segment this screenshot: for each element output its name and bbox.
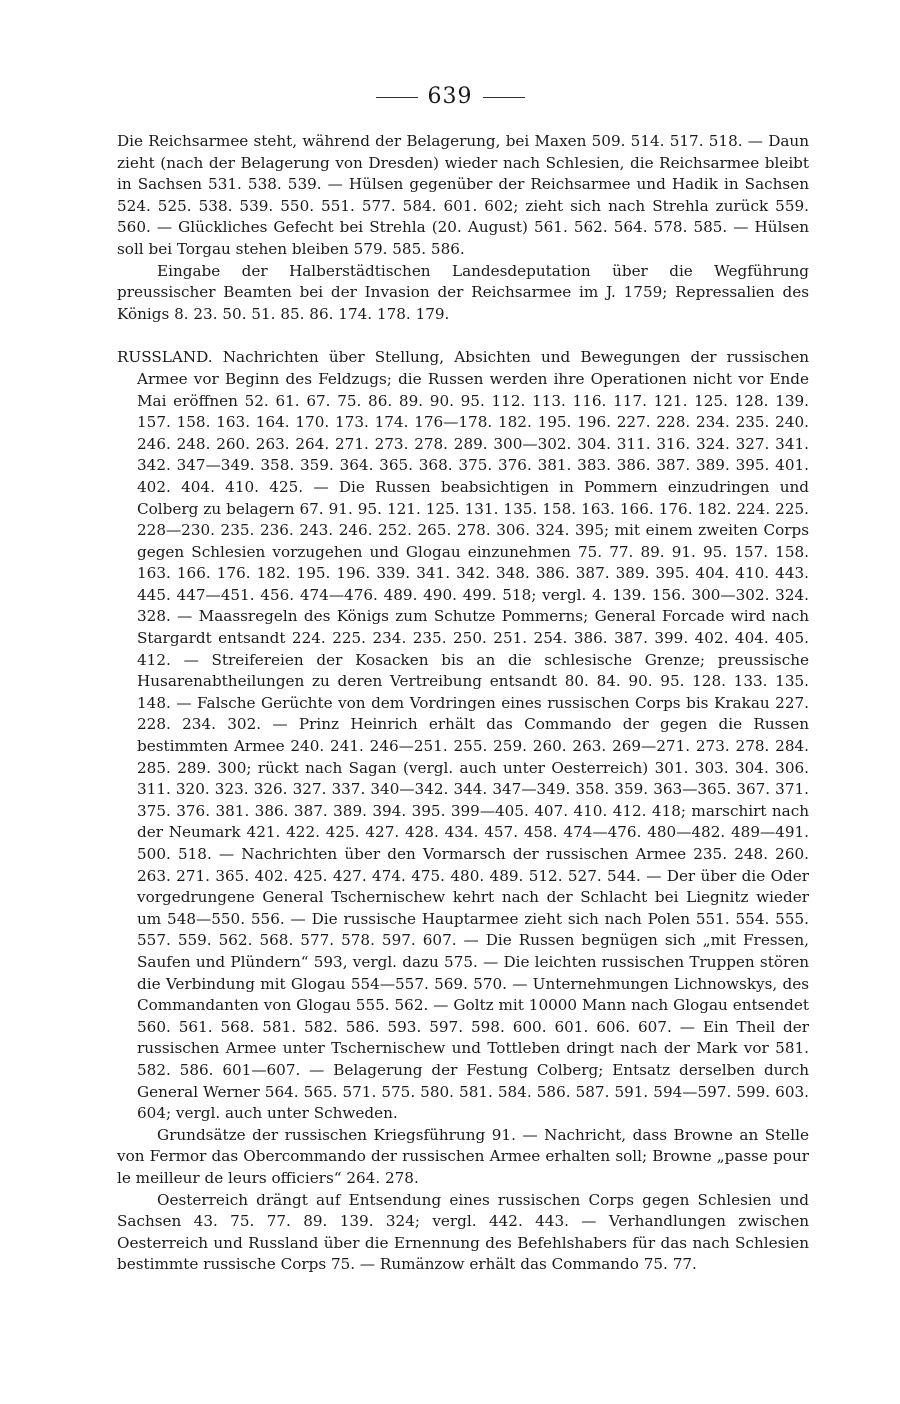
index-text (117, 131, 809, 1276)
page-header (0, 84, 900, 109)
page-number: 639 (427, 84, 473, 109)
entry-russland: RUSSLAND. Nachrichten über Stellung, Absichten und Bewegungen der russischen Armee vor Beginn des Feldzugs; die Russen werden ihre Operationen nicht vor Ende Mai eröffnen 52. 61. 67. 75. 86. 89. 90. 95. 112. 113. 116. 117. 121. 125. 128. 139. 157. 158. 163. 164. 170. 173. 174. 176—178. 182. 195. 196. 227. 228. 234. 235. 240. 246. 248. 260. 263. 264. 271. 273. 278. 289. 300—302. 304. 311. 316. 324. 327. 341. 342. 347—349. 358. 359. 364. 365. 368. 375. 376. 381. 383. 386. 387. 389. 395. 401. 402. 404. 410. 425. — Die Russen beabsichtigen in Pommern einzudringen und Colberg zu belagern 67. 91. 95. 121. 125. 131. 135. 158. 163. 166. 176. 182. 224. 225. 228—230. 235. 236. 243. 246. 252. 265. 278. 306. 324. 395; mit einem zweiten Corps gegen Schlesien vorzugehen und Glogau einzunehmen 75. 77. 89. 91. 95. 157. 158. 163. 166. 176. 182. 195. 196. 339. 341. 342. 348. 386. 387. 389. 395. 404. 410. 443. 445. 447—451. 456. 474—476. 489. 490. 499. 518; vergl. 4. 139. 156. 300—302. 324. 328. — Maassregeln des Königs zum Schutze Pommerns; General Forcade wird nach Stargardt entsandt 224. 225. 234. 235. 250. 251. 254. 386. 387. 399. 402. 404. 405. 412. — Streifereien der Kosacken bis an die schlesische Grenze; preussische Husarenabtheilungen zu deren Vertreibung entsandt 80. 84. 90. 95. 128. 133. 135. 148. — Falsche Gerüchte von dem Vordringen eines russischen Corps bis Krakau 227. 228. 234. 302. — Prinz Heinrich erhält das Commando der gegen die Russen bestimmten Armee 240. 241. 246—251. 255. 259. 260. 263. 269—271. 273. 278. 284. 285. 289. 300; rückt nach Sagan (vergl. auch unter Oesterreich) 301. 303. 304. 306. 311. 320. 323. 326. 327. 337. 340—342. 344. 347—349. 358. 359. 363—365. 367. 371. 375. 376. 381. 386. 387. 389. 394. 395. 399—405. 407. 410. 412. 418; marschirt nach der Neumark 421. 422. 425. 427. 428. 434. 457. 458. 474—476. 480—482. 489—491. 500. 518. — Nachrichten über den Vormarsch der russischen Armee 235. 248. 260. 263. 271. 365. 402. 425. 427. 474. 475. 480. 489. 512. 527. 544. — Der über die Oder vorgedrungene General Tschernischew kehrt nach der Schlacht bei Liegnitz wieder um 548—550. 556. — Die russische Hauptarmee zieht sich nach Polen 551. 554. 555. 557. 559. 562. 568. 577. 578. 597. 607. — Die Russen begnügen sich „mit Fressen, Saufen und Plündern“ 593, vergl. dazu 575. — Die leichten russischen Truppen stören die Verbindung mit Glogau 554—557. 569. 570. — Unternehmungen Lichnowskys, des Commandanten von Glogau 555. 562. — Goltz mit 10000 Mann nach Glogau entsendet 560. 561. 568. 581. 582. 586. 593. 597. 598. 600. 601. 606. 607. — Ein Theil der russischen Armee unter Tschernischew und Tottleben dringt nach der Mark vor 581. 582. 586. 601—607. — Belagerung der Festung Colberg; Entsatz derselben durch General Werner 564. 565. 571. 575. 580. 581. 584. 586. 587. 591. 594—597. 599. 603. 604; vergl. auch unter Schweden. (117, 348, 809, 1123)
header-rule-right (483, 97, 525, 98)
paragraph-kriegsfuehrung: Grundsätze der russischen Kriegsführung 91. — Nachricht, dass Browne an Stelle von Fermor das Obercommando der russischen Armee erhalten soll; Browne „passe pour le meilleur de leurs officiers“ 264. 278. (117, 1125, 809, 1187)
header-rule-left (376, 97, 418, 98)
paragraph-reichsarmee: Die Reichsarmee steht, während der Belagerung, bei Maxen 509. 514. 517. 518. — Daun zieht (nach der Belagerung von Dresden) wieder nach Schlesien, die Reichsarmee bleibt in Sachsen 531. 538. 539. — Hülsen gegenüber der Reichsarmee und Hadik in Sachsen 524. 525. 538. 539. 550. 551. 577. 584. 601. 602; zieht sich nach Strehla zurück 559. 560. — Glückliches Gefecht bei Strehla (20. August) 561. 562. 564. 578. 585. — Hülsen soll bei Torgau stehen bleiben 579. 585. 586. (117, 132, 809, 258)
paragraph-oesterreich: Oesterreich drängt auf Entsendung eines russischen Corps gegen Schlesien und Sachsen 43. 75. 77. 89. 139. 324; vergl. 442. 443. — Verhandlungen zwischen Oesterreich und Russland über die Ernennung des Befehlshabers für das nach Schlesien bestimmte russische Corps 75. — Rumänzow erhält das Commando 75. 77. (117, 1190, 809, 1274)
paragraph-halberstadt: Eingabe der Halberstädtischen Landesdeputation über die Wegführung preussischer Beamten bei der Invasion der Reichsarmee im J. 1759; Repressalien des Königs 8. 23. 50. 51. 85. 86. 174. 178. 179. (117, 261, 809, 323)
